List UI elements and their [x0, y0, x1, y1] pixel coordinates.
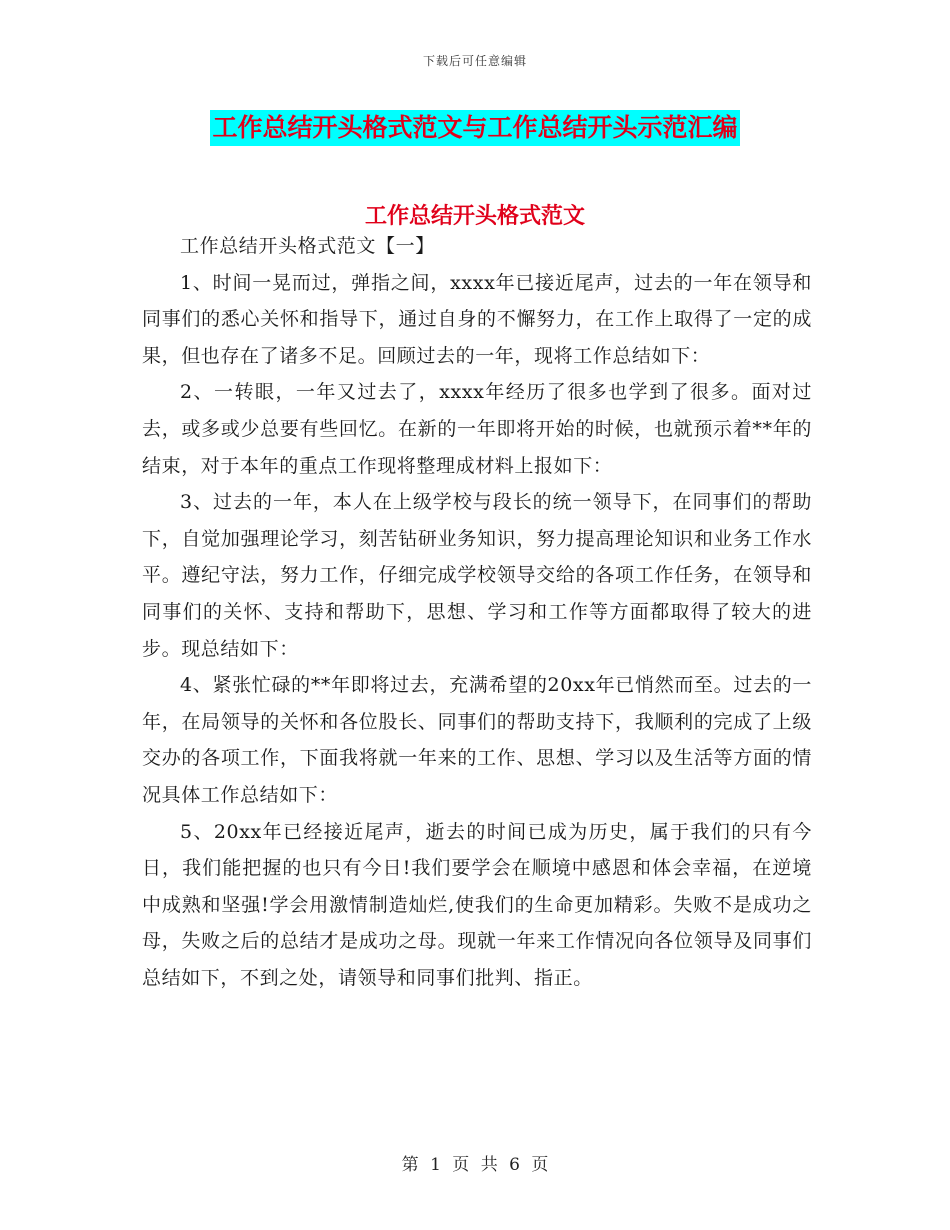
paragraph-1: 1、时间一晃而过，弹指之间，xxxx年已接近尾声，过去的一年在领导和同事们的悉心关怀和指导下，通过自身的不懈努力，在工作上取得了一定的成果，但也存在了诸多不足。回顾过去的一年，现将工作总结如下：	[142, 271, 812, 367]
paragraph-5: 5、20xx年已经接近尾声，逝去的时间已成为历史，属于我们的只有今日，我们能把握的也只有今日!我们要学会在顺境中感恩和体会幸福，在逆境中成熟和坚强!学会用激情制造灿烂,使我们的生命更加精彩。失败不是成功之母，失败之后的总结才是成功之母。现就一年来工作情况向各位领导及同事们总结如下，不到之处，请领导和同事们批判、指正。	[142, 820, 812, 989]
document-title: 工作总结开头格式范文与工作总结开头示范汇编	[210, 110, 739, 146]
document-body	[142, 222, 812, 996]
page-number-footer: 第 1 页 共 6 页	[401, 1155, 549, 1175]
document-title-container	[0, 110, 950, 146]
paragraph-3: 3、过去的一年，本人在上级学校与段长的统一领导下，在同事们的帮助下，自觉加强理论学习，刻苦钻研业务知识，努力提高理论知识和业务工作水平。遵纪守法，努力工作，仔细完成学校领导交给的各项工作任务，在领导和同事们的关怀、支持和帮助下，思想、学习和工作等方面都取得了较大的进步。现总结如下：	[142, 491, 812, 660]
section-title: 工作总结开头格式范文	[364, 203, 585, 229]
paragraph-4: 4、紧张忙碌的**年即将过去，充满希望的20xx年已悄然而至。过去的一年，在局领导的关怀和各位股长、同事们的帮助支持下，我顺利的完成了上级交办的各项工作，下面我将就一年来的工作、思想、学习以及生活等方面的情况具体工作总结如下：	[142, 674, 812, 806]
page-header-note: 下载后可任意编辑	[422, 54, 527, 68]
paragraph-2: 2、一转眼，一年又过去了，xxxx年经历了很多也学到了很多。面对过去，或多或少总要有些回忆。在新的一年即将开始的时候，也就预示着**年的结束，对于本年的重点工作现将整理成材料上报如下：	[142, 381, 812, 477]
subheading-line: 工作总结开头格式范文【一】	[180, 235, 435, 257]
